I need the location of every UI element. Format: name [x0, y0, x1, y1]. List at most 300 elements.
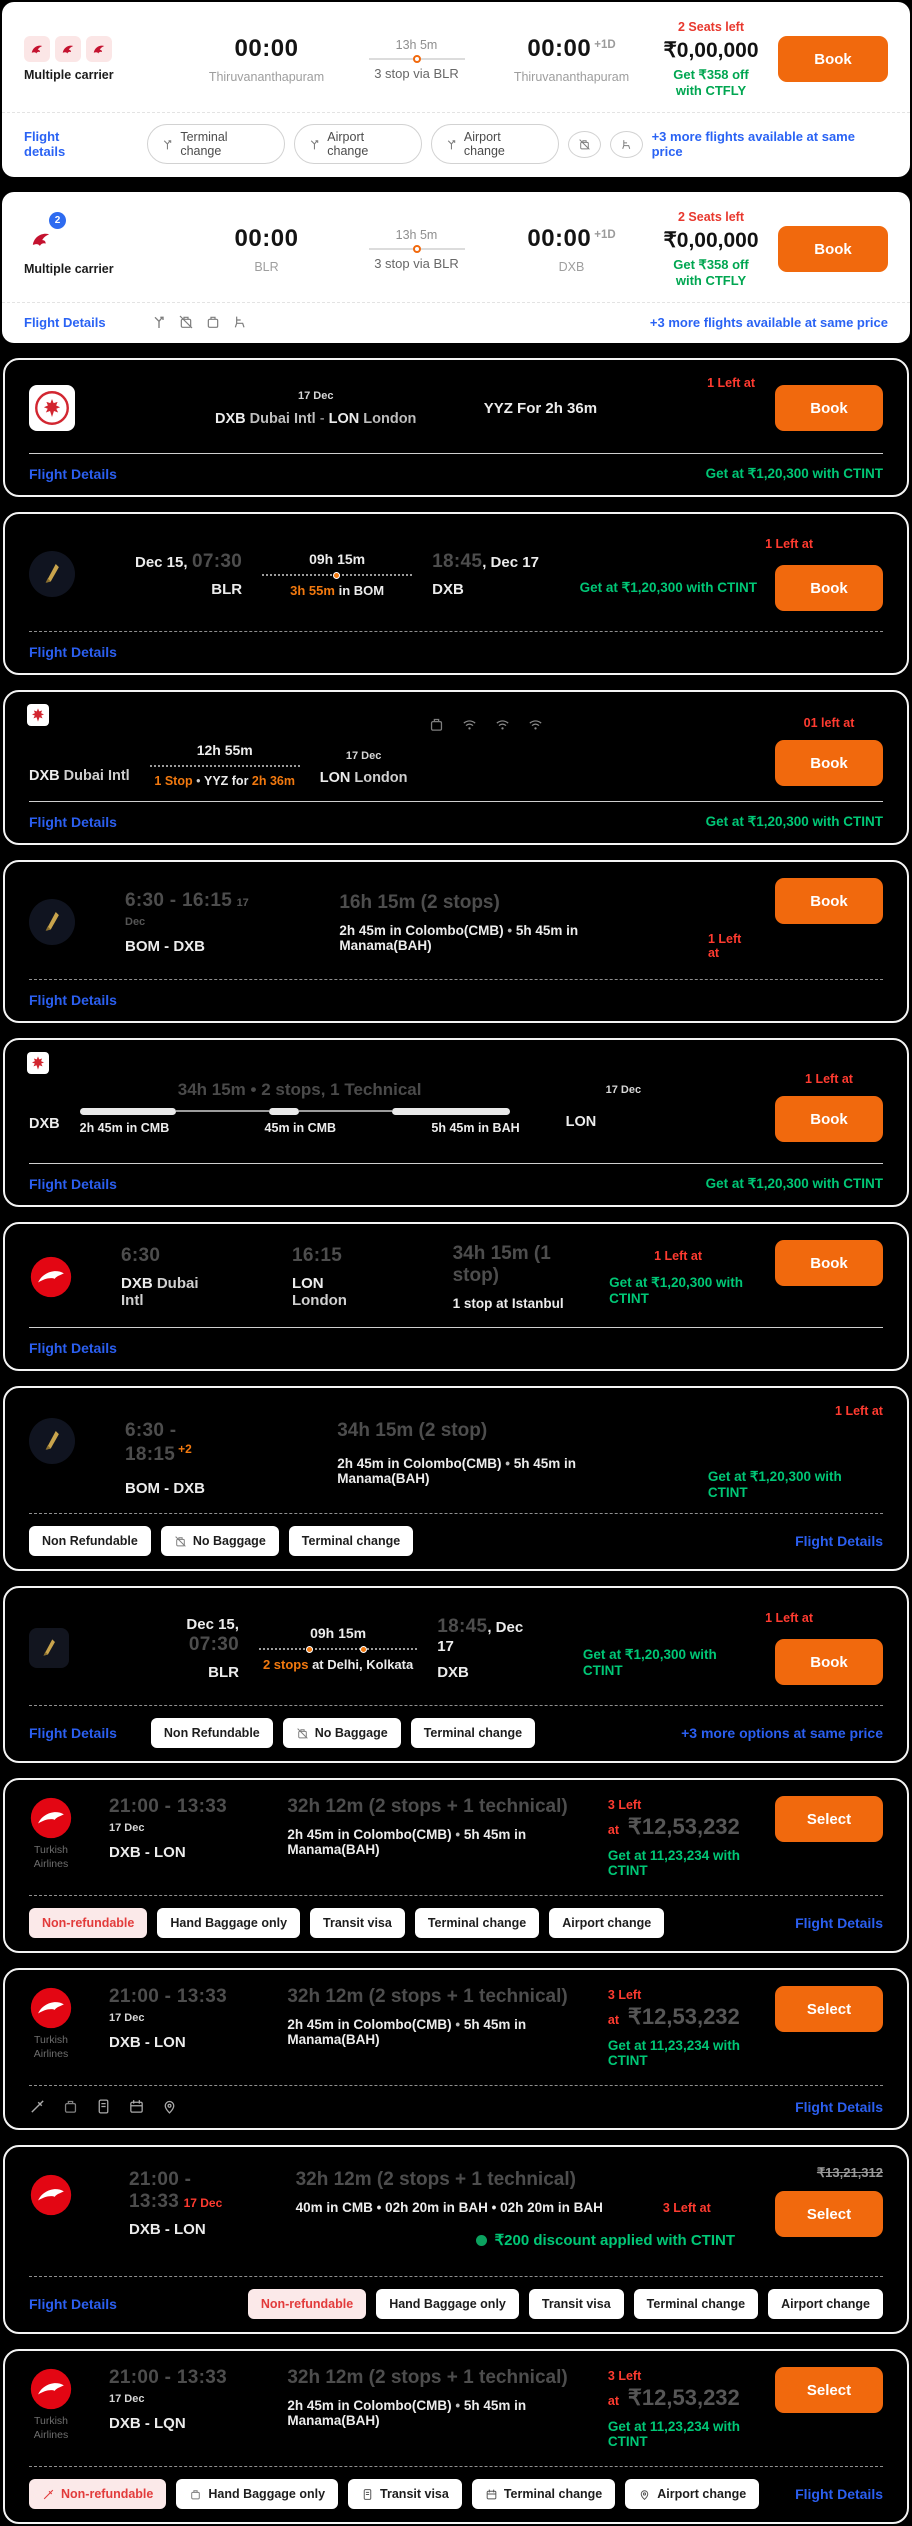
departure-block [121, 1245, 202, 1309]
discount-row [476, 2231, 735, 2250]
card-footer-row [29, 1327, 883, 1356]
price: ₹0,00,000 [663, 39, 759, 62]
seats-left: 1 Left at [765, 1611, 813, 1625]
arrival-time: 18:45 [437, 1615, 488, 1637]
chip-hand-baggage-only [376, 2289, 519, 2319]
flight-card-turkish-discount [3, 2145, 909, 2334]
flight-path-line [262, 574, 412, 576]
price-action-block [775, 2165, 883, 2237]
layovers: 2h 45m in Colombo(CMB) • 5h 45m in Manama(BAH) [287, 2398, 527, 2428]
arrival-place: LON London [291, 1275, 347, 1309]
chip-label: Airport change [327, 130, 369, 158]
flight-details-link[interactable]: Flight Details [29, 1340, 117, 1356]
departure-block [184, 225, 349, 274]
arrival-city: Thiruvananthapuram [513, 69, 630, 84]
departure-date: Dec 15, [135, 553, 188, 571]
layovers: 2h 45m in Colombo(CMB) • 5h 45m in Manama(BAH) [337, 1456, 577, 1486]
times-block [109, 1796, 241, 1861]
chip-label: Airport change [562, 1916, 652, 1930]
seats-left: 3 Left at [607, 1988, 642, 2027]
flight-details-link[interactable]: Flight Details [795, 2098, 883, 2115]
flight-card-aircanada-3 [3, 1038, 909, 1207]
price-block [609, 1249, 747, 1306]
turkish-airlines-logo [29, 2367, 73, 2411]
flight-times: 6:30 - 16:15 [125, 889, 233, 911]
flight-card-goldbird-bom-dxb [3, 860, 909, 1023]
no-baggage-icon [578, 138, 591, 151]
segments-block [80, 1080, 520, 1135]
times-block [125, 1420, 247, 1497]
departure-code: BLR [211, 580, 243, 598]
chip-terminal-change [415, 1908, 539, 1938]
book-button[interactable]: Book [778, 36, 888, 82]
seats-left: 01 left at [803, 716, 855, 730]
price-block [608, 1796, 755, 1878]
arrival-day-offset: +1D [594, 38, 616, 51]
price-action-block [580, 537, 883, 611]
chip-label: Terminal change [503, 2487, 603, 2501]
duration: 13h 5m [395, 37, 438, 52]
arrival-code: DXB [437, 1663, 469, 1681]
no-baggage-icon [296, 1727, 309, 1740]
book-button[interactable]: Book [775, 1096, 883, 1142]
seat-icon [232, 314, 248, 330]
arrival-time: 18:45 [432, 550, 483, 572]
stops-label: 3 stop via BLR [374, 255, 459, 271]
book-button[interactable]: Book [775, 740, 883, 786]
wifi-icon [494, 716, 511, 733]
chip-non-refundable [151, 1718, 273, 1748]
card-footer-row [2, 302, 910, 343]
deal-text: Get at ₹1,20,300 with CTINT [579, 580, 757, 595]
from-code: DXB [215, 410, 246, 427]
offer-text: Get ₹358 off with CTFLY [673, 67, 749, 98]
seats-left: 1 Left at [654, 1248, 703, 1263]
flight-details-link[interactable]: Flight Details [29, 814, 117, 830]
departure-city: BLR [254, 259, 279, 274]
arrival-code: DXB [432, 580, 464, 598]
chip-label: Airport change [781, 2297, 870, 2311]
duration: 32h 12m (2 stops + 1 technical) [287, 1796, 568, 1817]
chip-non-refundable [248, 2289, 366, 2319]
book-button[interactable]: Book [775, 565, 883, 611]
flight-card-turkish-1 [3, 1778, 909, 1953]
arrival-block [437, 1616, 543, 1681]
airline-logo-icon [24, 36, 50, 62]
airline-logo-icon [55, 36, 81, 62]
arrival-time: 16:15 [291, 1245, 343, 1266]
duration: 34h 15m (1 stop) [452, 1243, 551, 1286]
turkish-airlines-logo [29, 1255, 73, 1299]
route: DXB - LON [129, 2221, 206, 2238]
price-block [659, 210, 763, 288]
airline-name: Turkish Airlines [33, 1844, 69, 1870]
duration-block [339, 892, 668, 953]
stop-dot [306, 1646, 313, 1653]
card-footer-row [29, 1895, 883, 1938]
route-separator: - [319, 410, 325, 427]
flight-times: 21:00 - 13:33 [129, 2169, 192, 2212]
seats-left: 2 Seats left [677, 20, 744, 34]
chip-hand-baggage-only [157, 1908, 300, 1938]
card-footer-row [29, 979, 883, 1008]
times-block [129, 2169, 246, 2238]
turkish-airlines-logo [29, 1986, 73, 2030]
chip-hand-baggage-only [176, 2479, 338, 2509]
flight-details-link[interactable]: Flight Details [29, 1176, 117, 1192]
flight-card-aircanada-1 [3, 358, 909, 497]
arrival-block [432, 551, 539, 598]
day-offset: +2 [178, 1442, 192, 1456]
segment-label: 2h 45m in CMB [79, 1120, 170, 1135]
card-footer-row [29, 2085, 883, 2115]
card-summary-row [2, 2, 910, 112]
transit-visa-icon [361, 2488, 374, 2501]
chip-label: Non-refundable [260, 2297, 354, 2311]
segment [392, 1108, 510, 1115]
segment-label: 5h 45m in BAH [431, 1120, 520, 1135]
old-price: ₹13,21,312 [816, 2165, 883, 2180]
arrival-day-offset: +1D [594, 228, 616, 241]
stop-duration: 2h 36m [251, 774, 296, 788]
card-footer-row [29, 453, 883, 482]
duration-block [349, 228, 484, 271]
book-button[interactable]: Book [775, 1639, 883, 1685]
flight-path-line [259, 1648, 417, 1650]
select-button[interactable]: Select [775, 1796, 883, 1842]
seats-left: 3 Left at [607, 2369, 642, 2408]
chip-hand-baggage [610, 131, 643, 158]
duration: 32h 12m (2 stops + 1 technical) [295, 2169, 576, 2190]
chip-terminal-change [634, 2289, 758, 2319]
non-refundable-icon [42, 2488, 55, 2501]
chip-label: Terminal change [423, 1726, 523, 1740]
flight-details-link[interactable]: Flight Details [24, 314, 106, 330]
seats-left: 3 Left at [662, 2201, 711, 2215]
segment [80, 1108, 176, 1115]
departure-city: Thiruvananthapuram [208, 69, 325, 84]
airline-name: Turkish Airlines [33, 2415, 69, 2441]
flight-details-link[interactable]: Flight Details [29, 992, 117, 1008]
arrival-time: 00:00 [527, 224, 592, 252]
no-baggage-icon [174, 1535, 187, 1548]
flight-path-line [369, 58, 465, 60]
route: DXB - LON [109, 1844, 186, 1861]
chip-airport-change [549, 1908, 664, 1938]
flight-card-multicarrier-trv [2, 2, 910, 177]
book-button[interactable]: Book [775, 878, 883, 924]
arrival-block [484, 35, 659, 84]
air-canada-logo [27, 704, 49, 726]
arrival-date: , Dec 17 [482, 553, 539, 571]
duration-block [259, 1625, 417, 1672]
departure-code: BLR [208, 1663, 239, 1681]
select-button[interactable]: Select [775, 2191, 883, 2237]
to-block: 17 Dec LON London [319, 750, 408, 786]
airline-block [29, 1796, 73, 1871]
flight-details-link[interactable]: Flight Details [29, 466, 117, 482]
airline-block [24, 36, 184, 82]
departure-block [133, 1616, 239, 1681]
flight-details-link[interactable]: Flight Details [29, 1725, 117, 1741]
non-refundable-icon [29, 2098, 46, 2115]
flight-date: 17 Dec [345, 750, 382, 762]
duration-block [262, 551, 412, 598]
price-block [608, 1986, 755, 2068]
dot-separator: • [196, 774, 201, 788]
card-footer-row [29, 1705, 883, 1748]
departure-time: 07:30 [188, 1633, 239, 1655]
flight-times: 6:30 - 18:15 [125, 1420, 177, 1465]
airline-logo [29, 1628, 69, 1668]
book-button[interactable]: Book [778, 226, 888, 272]
turkish-airlines-logo [29, 1796, 73, 1840]
departure-block [135, 551, 242, 598]
airline-logo-icon [24, 215, 61, 256]
card-footer-row [29, 1513, 883, 1556]
departure-time: 6:30 [121, 1245, 161, 1266]
card-footer-row [29, 2466, 883, 2509]
airline-block [24, 215, 184, 276]
chip-label: Non-refundable [61, 2487, 154, 2501]
air-canada-logo [27, 1052, 49, 1074]
chip-label: Hand Baggage only [208, 2487, 326, 2501]
chip-transit-visa [310, 1908, 405, 1938]
duration: 34h 15m [177, 1079, 246, 1099]
seats-left: 1 Left at [765, 537, 813, 551]
flight-card-aircanada-2 [3, 690, 909, 845]
stop-dot [413, 55, 421, 63]
stop-place: YYZ for [203, 774, 249, 788]
departure-place: DXB Dubai Intl [121, 1275, 199, 1309]
duration-block [287, 1986, 568, 2047]
flight-card-turkish-3 [3, 2349, 909, 2524]
flight-card-turkish-2 [3, 1968, 909, 2130]
flight-date: 17 Dec [109, 2393, 145, 2405]
departure-date: Dec 15, [186, 1615, 239, 1633]
offer-text: Get ₹358 off with CTFLY [673, 257, 749, 288]
flight-details-link[interactable]: Flight Details [795, 2486, 883, 2502]
layover-place: in BOM [338, 582, 385, 598]
chip-transit-visa [529, 2289, 624, 2319]
card-summary-row [2, 192, 910, 302]
deal-text: Get at 11,23,234 with CTINT [607, 1848, 740, 1878]
flight-times: 21:00 - 13:33 [109, 1796, 227, 1817]
via-label: YYZ For 2h 36m [483, 399, 598, 417]
airline-logos [24, 36, 112, 62]
deal-text: Get at ₹1,20,300 with CTINT [705, 814, 883, 829]
to-code: LON [565, 1114, 597, 1130]
stop-dot [333, 572, 340, 579]
card-footer-row [29, 631, 883, 660]
stop-dot [360, 1646, 367, 1653]
from-code: DXB [29, 1116, 60, 1132]
chip-label: Transit visa [541, 2297, 611, 2311]
chip-no-baggage [283, 1718, 401, 1748]
card-footer-row [29, 1163, 883, 1192]
transfer-icon [151, 314, 167, 330]
select-button[interactable]: Select [775, 1986, 883, 2032]
flight-path-line [150, 765, 300, 767]
airline-block [29, 1986, 73, 2061]
route: DXB - LQN [109, 2415, 186, 2432]
duration-block [150, 742, 300, 788]
chip-non-refundable [29, 2479, 166, 2509]
card-footer-row [29, 801, 883, 830]
route: DXB - LON [109, 2034, 186, 2051]
card-footer-row [2, 112, 910, 177]
flight-date: 17 Dec [125, 896, 249, 928]
price-block [608, 2367, 755, 2449]
price-action-block [583, 1611, 883, 1685]
segment [269, 1108, 299, 1115]
hand-baggage-icon [62, 2098, 79, 2115]
chip-terminal-change [411, 1718, 535, 1748]
layovers: 40m in CMB • 02h 20m in BAH • 02h 20m in BAH [295, 2200, 603, 2215]
seats-left: 1 Left at [805, 1072, 853, 1086]
chip-label: Non-refundable [42, 1916, 135, 1930]
select-button[interactable]: Select [775, 2367, 883, 2413]
chip-terminal-change [472, 2479, 615, 2509]
seats-left: 2 Seats left [677, 210, 744, 224]
duration: 13h 5m [395, 227, 438, 242]
flight-details-link[interactable]: Flight Details [795, 1533, 883, 1549]
airline-logo [29, 1418, 75, 1464]
air-canada-logo [29, 385, 75, 431]
duration: 32h 12m (2 stops + 1 technical) [287, 2367, 568, 2388]
flight-card-turkish-istanbul [3, 1222, 909, 1371]
flight-details-link[interactable]: Flight Details [29, 2296, 117, 2312]
layover-duration: 3h 55m [290, 582, 335, 598]
duration-block [349, 38, 484, 81]
chip-label: Terminal change [646, 2297, 746, 2311]
layovers: 2h 45m in Colombo(CMB) • 5h 45m in Manama(BAH) [287, 2017, 527, 2047]
transfer-icon [161, 138, 174, 151]
arrival-time: 00:00 [527, 34, 592, 62]
flight-date: 17 Dec [183, 2196, 223, 2210]
times-block [109, 1986, 241, 2051]
discount-text: ₹200 discount applied with CTINT [494, 2232, 735, 2249]
amenity-icons [428, 716, 544, 733]
times-block [109, 2367, 241, 2432]
discount-dot-icon [476, 2235, 487, 2246]
stop-count: 1 Stop [154, 774, 193, 788]
layovers: 2h 45m in Colombo(CMB) • 5h 45m in Manama(BAH) [287, 1827, 527, 1857]
layovers: 2h 45m in Colombo(CMB) • 5h 45m in Manama(BAH) [339, 922, 579, 953]
flight-times: 21:00 - 13:33 [109, 2367, 227, 2388]
card-footer-row [29, 2276, 883, 2319]
hand-baggage-icon [620, 138, 633, 151]
deal-text: Get at ₹1,20,300 with CTINT [707, 1469, 842, 1500]
chip-label: No Baggage [314, 1726, 388, 1740]
chip-airport-change-2 [431, 124, 559, 164]
departure-time: 00:00 [234, 224, 299, 252]
chip-label: Hand Baggage only [170, 1916, 288, 1930]
chip-label: Airport change [463, 130, 505, 158]
flight-card-multicarrier-blr-dxb [2, 192, 910, 343]
turkish-airlines-logo [29, 2173, 73, 2217]
deal-text: Get at ₹1,20,300 with CTINT [582, 1646, 717, 1678]
segment-bar [80, 1108, 510, 1115]
stop-label: 1 stop at Istanbul [452, 1296, 564, 1311]
duration: 32h 12m (2 stops + 1 technical) [287, 1986, 568, 2007]
chip-airport-change [625, 2479, 759, 2509]
departure-time: 07:30 [192, 550, 243, 572]
chip-no-baggage [161, 1526, 279, 1556]
price-block [659, 20, 763, 98]
times-block [125, 890, 269, 955]
chip-label: Transit visa [380, 2487, 449, 2501]
airport-change-icon [161, 2098, 178, 2115]
action-block [775, 1072, 883, 1142]
chip-airport-change [294, 124, 422, 164]
duration-block [337, 1420, 668, 1486]
old-price: ₹12,53,232 [627, 2004, 740, 2029]
fare-attribute-icons [29, 2098, 178, 2115]
from-label: DXB Dubai Intl [29, 768, 130, 784]
chip-label: Terminal change [427, 1916, 527, 1930]
transfer-icon [445, 138, 458, 151]
flight-path-line [369, 248, 465, 250]
wifi-icon [527, 716, 544, 733]
chip-label: Non Refundable [163, 1726, 260, 1740]
stop-count: 2 stops [262, 1656, 309, 1672]
stop-dot [413, 245, 421, 253]
duration-block [296, 2169, 735, 2250]
chip-label: Hand Baggage only [389, 2297, 506, 2311]
book-button[interactable]: Book [775, 385, 883, 431]
airline-name: Turkish Airlines [33, 2034, 69, 2060]
segment-label: 45m in CMB [264, 1120, 337, 1135]
wifi-icon [461, 716, 478, 733]
airline-logo [29, 899, 75, 945]
chip-non-refundable [29, 1526, 151, 1556]
chip-airport-change [768, 2289, 883, 2319]
flight-details-link[interactable]: Flight Details [795, 1915, 883, 1931]
departure-block [184, 35, 349, 84]
arrival-date: , Dec 17 [437, 1618, 524, 1655]
flight-date: 17 Dec [109, 2012, 145, 2024]
flight-card-goldbird-2stops [3, 1586, 909, 1763]
more-flights-link[interactable]: +3 more flights available at same price [651, 129, 855, 159]
more-flights-link[interactable]: +3 more flights available at same price [649, 314, 888, 330]
flight-details-link[interactable]: Flight details [24, 129, 66, 159]
stop-places: at Delhi, Kolkata [312, 1656, 414, 1672]
airline-logo [29, 551, 75, 597]
arrival-city: DXB [558, 259, 585, 274]
chip-terminal-change [147, 124, 285, 164]
flight-details-link[interactable]: Flight Details [29, 644, 117, 660]
chip-label: Non Refundable [42, 1534, 138, 1548]
amenity-icons [151, 314, 248, 330]
airline-block [29, 2367, 73, 2442]
more-options-link[interactable]: +3 more options at same price [681, 1725, 883, 1741]
arrival-block [292, 1245, 363, 1309]
chip-label: Airport change [657, 2487, 747, 2501]
airline-logo-icon [86, 36, 112, 62]
deal-text: Get at ₹1,20,300 with CTINT [705, 1176, 883, 1191]
carrier-name: Multiple carrier [24, 262, 114, 276]
chip-transit-visa [348, 2479, 462, 2509]
book-button[interactable]: Book [775, 1240, 883, 1286]
arrival-block [484, 225, 659, 274]
duration: 16h 15m (2 stops) [339, 891, 500, 913]
to-code: LON [328, 410, 360, 427]
chip-label: Terminal change [301, 1534, 401, 1548]
price: ₹0,00,000 [663, 229, 759, 252]
seats-left: 1 Left at [707, 932, 742, 960]
transit-visa-icon [95, 2098, 112, 2115]
